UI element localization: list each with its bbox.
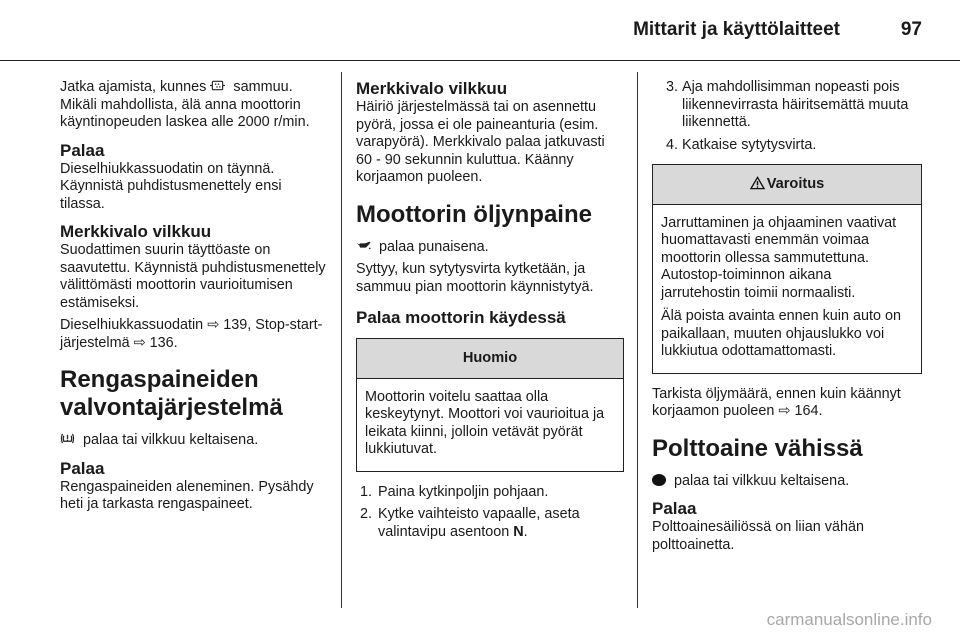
paragraph: Polttoainesäiliössä on liian vähän polttoainetta. [652, 519, 865, 553]
note-box [356, 338, 624, 472]
heading-palaa: Palaa [60, 458, 105, 478]
heading-palaa: Palaa [60, 140, 105, 160]
note-box-title: Huomio [357, 339, 623, 379]
heading-tire-pressure: Rengaspaineiden valvontajärjestelmä [60, 366, 283, 421]
reference-paragraph: Dieselhiukkassuodatin ⇨ 139, Stop-start-järjestelmä ⇨ 136. [60, 317, 323, 351]
paragraph: Tarkista öljymäärä, ennen kuin käännyt korjaamon puoleen ⇨ 164. [652, 385, 901, 419]
page-header [0, 0, 960, 61]
page-ref-arrow-icon: ⇨ [778, 403, 791, 419]
warning-box-title: Varoitus [653, 165, 921, 205]
paragraph: palaa tai vilkkuu keltaisena. [60, 432, 328, 450]
fuel-indicator-icon [652, 474, 666, 486]
step-list [652, 79, 922, 154]
heading-fuel-low: Polttoaine vähissä [652, 434, 863, 462]
note-box-text: Moottorin voitelu saattaa olla keskeytynyt. Moottori voi vaurioitua ja leikata kiinni, jolloin vetävät pyörät lukkiutuvat. [365, 388, 605, 457]
list-item: 2. Kytke vaihteisto vapaalle, aseta valintavipu asentoon N. [360, 506, 580, 540]
dpf-filter-icon [210, 79, 225, 92]
step-list [356, 484, 624, 542]
warning-box [652, 164, 922, 374]
oil-can-icon [356, 239, 371, 252]
column-2 [356, 79, 624, 546]
paragraph: Häiriö järjestelmässä tai on asennettu pyörä, jossa ei ole paineanturia (esim. varapyörä). Merkkivalo palaa jatkuvasti 60 - 90 sekunnin kuluttua. Käänny korjaamon puoleen. [356, 99, 605, 185]
page-reference-link[interactable]: 136. [149, 334, 178, 351]
page-reference-link[interactable]: 139, Stop-start-järjestelmä [60, 317, 323, 351]
list-item: 1. Paina kytkinpoljin pohjaan. [360, 483, 549, 500]
page-reference-link[interactable]: 164. [794, 403, 823, 419]
column-divider [637, 72, 638, 608]
list-item: 3. Aja mahdollisimman nopeasti pois liikennevirrasta häiritsemättä muuta liikennettä. [666, 79, 909, 130]
watermark: carmanualsonline.info [766, 610, 932, 629]
heading-palaa-moottorin-kaydessa: Palaa moottorin käydessä [356, 308, 566, 327]
heading-oil-pressure: Moottorin öljynpaine [356, 200, 592, 228]
intro-paragraph: Jatka ajamista, kunnes sammuu. Mikäli mahdollista, älä anna moottorin käyntinopeuden laskea alle 2000 r/min. [60, 79, 310, 130]
heading-palaa: Palaa [652, 499, 697, 518]
tire-pressure-icon [60, 432, 75, 445]
paragraph: palaa punaisena. [356, 239, 624, 257]
page-ref-arrow-icon: ⇨ [133, 334, 146, 351]
page-number: 97 [900, 19, 922, 40]
warning-box-text: Älä poista avainta ennen kuin auto on paikallaan, muuten ohjauslukko voi lukkiutua odottamattomasti. [661, 308, 902, 359]
column-1 [60, 79, 328, 519]
paragraph: palaa tai vilkkuu keltaisena. [652, 473, 922, 491]
column-3 [652, 79, 922, 559]
paragraph: Rengaspaineiden aleneminen. Pysähdy heti ja tarkasta rengaspaineet. [60, 478, 314, 512]
list-item: 4. Katkaise sytytysvirta. [666, 136, 817, 153]
paragraph: Syttyy, kun sytytysvirta kytketään, ja sammuu pian moottorin käynnistytyä. [356, 261, 594, 295]
column-divider [341, 72, 342, 608]
heading-merkkivalo-vilkkuu: Merkkivalo vilkkuu [356, 79, 508, 98]
heading-merkkivalo-vilkkuu: Merkkivalo vilkkuu [60, 222, 212, 241]
page-ref-arrow-icon: ⇨ [207, 317, 220, 333]
page-section-title: Mittarit ja käyttölaitteet [633, 19, 840, 40]
warning-triangle-icon [750, 176, 765, 190]
paragraph: Dieselhiukkassuodatin on täynnä. Käynnistä puhdistusmenettely ensi tilassa. [60, 160, 282, 212]
warning-box-text: Jarruttaminen ja ohjaaminen vaativat huomattavasti enemmän voimaa moottorin ollessa sammutettuna. Autostop-toiminnon aikana jarrutehostin toimii normaalisti. [661, 214, 897, 301]
paragraph: Suodattimen suurin täyttöaste on saavutettu. Käynnistä puhdistusmenettely välittömästi moottorin vaurioitumisen estämiseksi. [60, 242, 326, 311]
